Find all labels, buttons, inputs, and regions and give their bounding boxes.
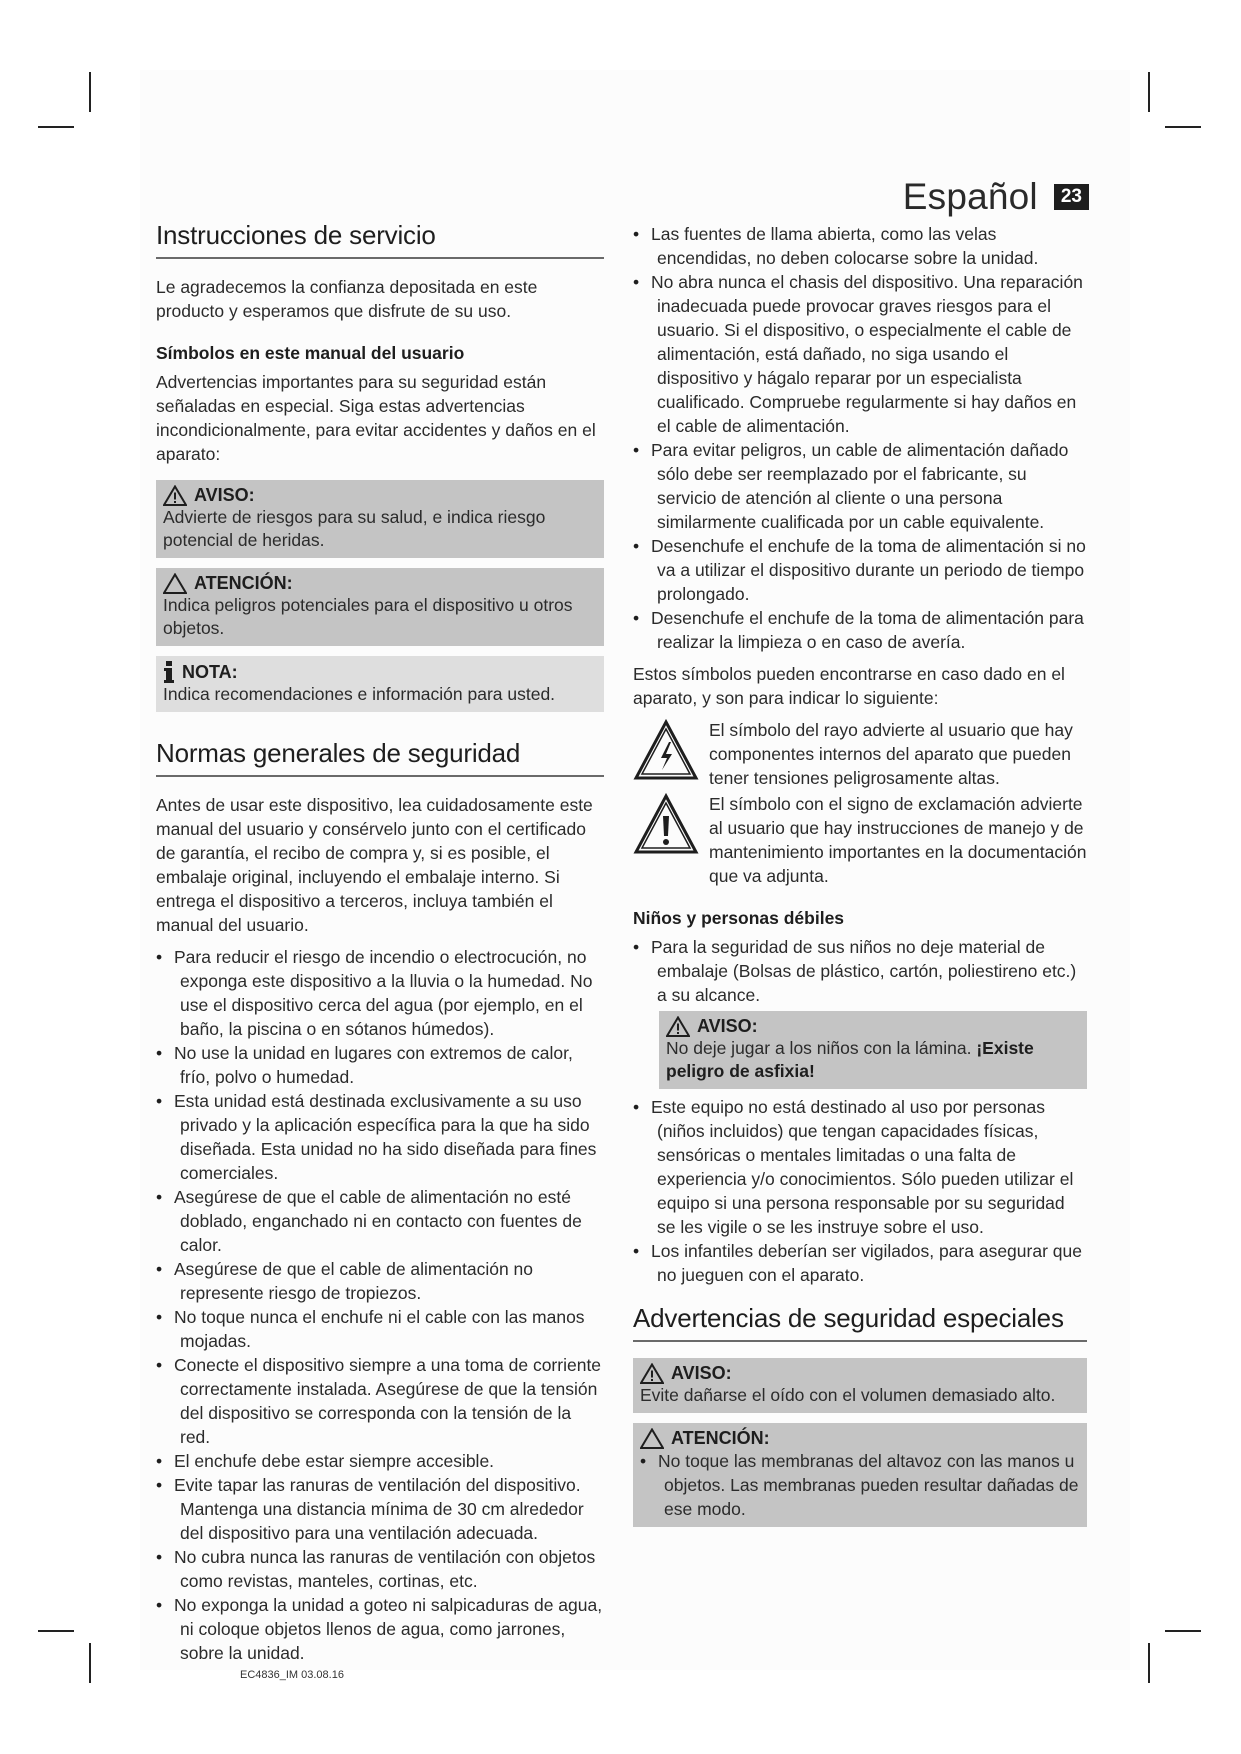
- list-item: • Conecte el dispositivo siempre a una toma de corriente correctamente instalada. Asegúrese de que la tensión del dispositivo se corresponda con la tensión de la red.: [156, 1353, 604, 1449]
- persons-list: [633, 1095, 1087, 1287]
- list-item: • Esta unidad está destinada exclusivamente a su uso privado y la aplicación específica para la que ha sido diseñada. Esta unidad no ha sido diseñada para fines comerciales.: [156, 1089, 604, 1185]
- list-item: • Los infantiles deberían ser vigilados, para asegurar que no jueguen con el aparato.: [633, 1239, 1087, 1287]
- safety-list-continued: [633, 222, 1087, 654]
- aviso-volume-box: [633, 1358, 1087, 1413]
- warning-triangle-icon: [163, 573, 187, 594]
- list-item: • No toque nunca el enchufe ni el cable con las manos mojadas.: [156, 1305, 604, 1353]
- symbols-text: Advertencias importantes para su seguridad están señaladas en especial. Siga estas advertencias incondicionalmente, para evitar accidentes y daños en el aparato:: [156, 372, 596, 464]
- list-item: • Para reducir el riesgo de incendio o electrocución, no exponga este dispositivo a la lluvia o la humedad. No use el dispositivo cerca del agua (por ejemplo, en el baño, la piscina o en sótanos húmedos).: [156, 945, 604, 1041]
- crop-mark: [89, 72, 91, 112]
- right-column: [633, 222, 1087, 1527]
- aviso-children-title-text: AVISO:: [697, 1016, 758, 1036]
- atencion-speaker-title: [640, 1428, 1080, 1449]
- atencion-speaker-title-text: ATENCIÓN:: [671, 1428, 770, 1448]
- exclamation-symbol-text: El símbolo con el signo de exclamación advierte al usuario que hay instrucciones de manejo y de mantenimiento importantes en la documentación que va adjunta.: [709, 794, 1087, 886]
- page-number: 23: [1054, 184, 1089, 210]
- atencion-title-text: ATENCIÓN:: [194, 573, 293, 593]
- list-item: • No exponga la unidad a goteo ni salpicaduras de agua, ni coloque objetos llenos de agua, como jarrones, sobre la unidad.: [156, 1593, 604, 1665]
- section-title-instrucciones: Instrucciones de servicio: [156, 220, 604, 259]
- atencion-box: [156, 568, 604, 646]
- crop-mark: [89, 1643, 91, 1683]
- warning-exclamation-icon: [640, 1363, 664, 1384]
- exclamation-warning-icon: [633, 792, 699, 856]
- list-item: • Este equipo no está destinado al uso por personas (niños incluidos) que tengan capacidades físicas, sensóricas o mentales limitadas o una falta de experiencia y/o conocimientos. Sólo pueden utilizar el equipo si una persona responsable por su seguridad se les vigile o se les instruye sobre el uso.: [633, 1095, 1087, 1239]
- lightning-symbol-text: El símbolo del rayo advierte al usuario que hay componentes internos del aparato que pueden tener tensiones peligrosamente altas.: [709, 720, 1073, 788]
- list-item: • No use la unidad en lugares con extremos de calor, frío, polvo o humedad.: [156, 1041, 604, 1089]
- normas-intro: Antes de usar este dispositivo, lea cuidadosamente este manual del usuario y consérvelo junto con el certificado de garantía, el recibo de compra y, si es posible, el embalaje original, incluyendo el embalaje interno. Si entrega el dispositivo a terceros, incluya también el manual del usuario.: [156, 795, 593, 935]
- aviso-children-text: No deje jugar a los niños con la lámina. ¡Existe peligro de asfixia!: [666, 1038, 1034, 1081]
- section-title-advertencias: Advertencias de seguridad especiales: [633, 1303, 1087, 1342]
- lightning-symbol-row: [633, 718, 1087, 790]
- asfixia-warning: ¡Existe peligro de asfixia!: [666, 1038, 1034, 1081]
- aviso-volume-text: Evite dañarse el oído con el volumen demasiado alto.: [640, 1385, 1056, 1405]
- list-item: • Las fuentes de llama abierta, como las velas encendidas, no deben colocarse sobre la unidad.: [633, 222, 1087, 270]
- warning-triangle-icon: [640, 1428, 664, 1449]
- list-item: • Desenchufe el enchufe de la toma de alimentación para realizar la limpieza o en caso de avería.: [633, 606, 1087, 654]
- list-item: • Para evitar peligros, un cable de alimentación dañado sólo debe ser reemplazado por el fabricante, su servicio de atención al cliente o una persona similarmente cualificada por un cable equivalente.: [633, 438, 1087, 534]
- aviso-volume-title: [640, 1363, 1080, 1384]
- nota-title: [163, 661, 597, 683]
- list-item: • Asegúrese de que el cable de alimentación no represente riesgo de tropiezos.: [156, 1257, 604, 1305]
- atencion-speaker-list: [640, 1449, 1080, 1521]
- safety-list: [156, 945, 604, 1665]
- crop-mark: [38, 126, 74, 128]
- aviso-children-title: [666, 1016, 1080, 1037]
- list-item: • No toque las membranas del altavoz con las manos u objetos. Las membranas pueden resultar dañadas de ese modo.: [640, 1449, 1080, 1521]
- crop-mark: [1165, 126, 1201, 128]
- document-code: EC4836_IM 03.08.16: [240, 1669, 344, 1681]
- aviso-children-box: [659, 1011, 1087, 1089]
- section-title-normas: Normas generales de seguridad: [156, 738, 604, 777]
- info-icon: [163, 661, 175, 683]
- crop-mark: [1148, 72, 1150, 112]
- aviso-title: [163, 485, 597, 506]
- language-title: Español: [902, 176, 1038, 217]
- aviso-text: Advierte de riesgos para su salud, e indica riesgo potencial de heridas.: [163, 507, 546, 550]
- aviso-box: [156, 480, 604, 558]
- atencion-text: Indica peligros potenciales para el dispositivo u otros objetos.: [163, 595, 573, 638]
- aviso-volume-title-text: AVISO:: [671, 1363, 732, 1383]
- crop-mark: [1165, 1630, 1201, 1632]
- lightning-warning-icon: [633, 718, 699, 782]
- children-list: [633, 935, 1087, 1007]
- nota-title-text: NOTA:: [182, 661, 238, 682]
- list-item: • No abra nunca el chasis del dispositivo. Una reparación inadecuada puede provocar graves riesgos para el usuario. Si el dispositivo, o especialmente el cable de alimentación, está dañado, no siga usando el dispositivo y hágalo reparar por un especialista cualificado. Compruebe regularmente si hay daños en el cable de alimentación.: [633, 270, 1087, 438]
- list-item: • No cubra nunca las ranuras de ventilación con objetos como revistas, manteles, cortinas, etc.: [156, 1545, 604, 1593]
- symbols-heading: Símbolos en este manual del usuario: [156, 343, 465, 363]
- exclamation-symbol-row: [633, 792, 1087, 888]
- crop-mark: [38, 1630, 74, 1632]
- list-item: • El enchufe debe estar siempre accesible.: [156, 1449, 604, 1473]
- intro-text: Le agradecemos la confianza depositada en este producto y esperamos que disfrute de su uso.: [156, 277, 538, 321]
- page-header: [903, 176, 1089, 218]
- warning-exclamation-icon: [163, 485, 187, 506]
- warning-exclamation-icon: [666, 1016, 690, 1037]
- crop-mark: [1148, 1643, 1150, 1683]
- atencion-title: [163, 573, 597, 594]
- atencion-speaker-box: [633, 1423, 1087, 1527]
- left-column: [156, 220, 604, 1665]
- list-item: • Desenchufe el enchufe de la toma de alimentación si no va a utilizar el dispositivo durante un periodo de tiempo prolongado.: [633, 534, 1087, 606]
- list-item: • Asegúrese de que el cable de alimentación no esté doblado, enganchado ni en contacto con fuentes de calor.: [156, 1185, 604, 1257]
- list-item: • Para la seguridad de sus niños no deje material de embalaje (Bolsas de plástico, cartón, poliestireno etc.) a su alcance.: [633, 935, 1087, 1007]
- nota-text: Indica recomendaciones e información para usted.: [163, 684, 556, 704]
- aviso-title-text: AVISO:: [194, 485, 255, 505]
- symbols-intro: Estos símbolos pueden encontrarse en caso dado en el aparato, y son para indicar lo siguiente:: [633, 664, 1065, 708]
- nota-box: [156, 656, 604, 712]
- list-item: • Evite tapar las ranuras de ventilación del dispositivo. Mantenga una distancia mínima de 30 cm alrededor del dispositivo para una ventilación adecuada.: [156, 1473, 604, 1545]
- children-heading: Niños y personas débiles: [633, 908, 845, 928]
